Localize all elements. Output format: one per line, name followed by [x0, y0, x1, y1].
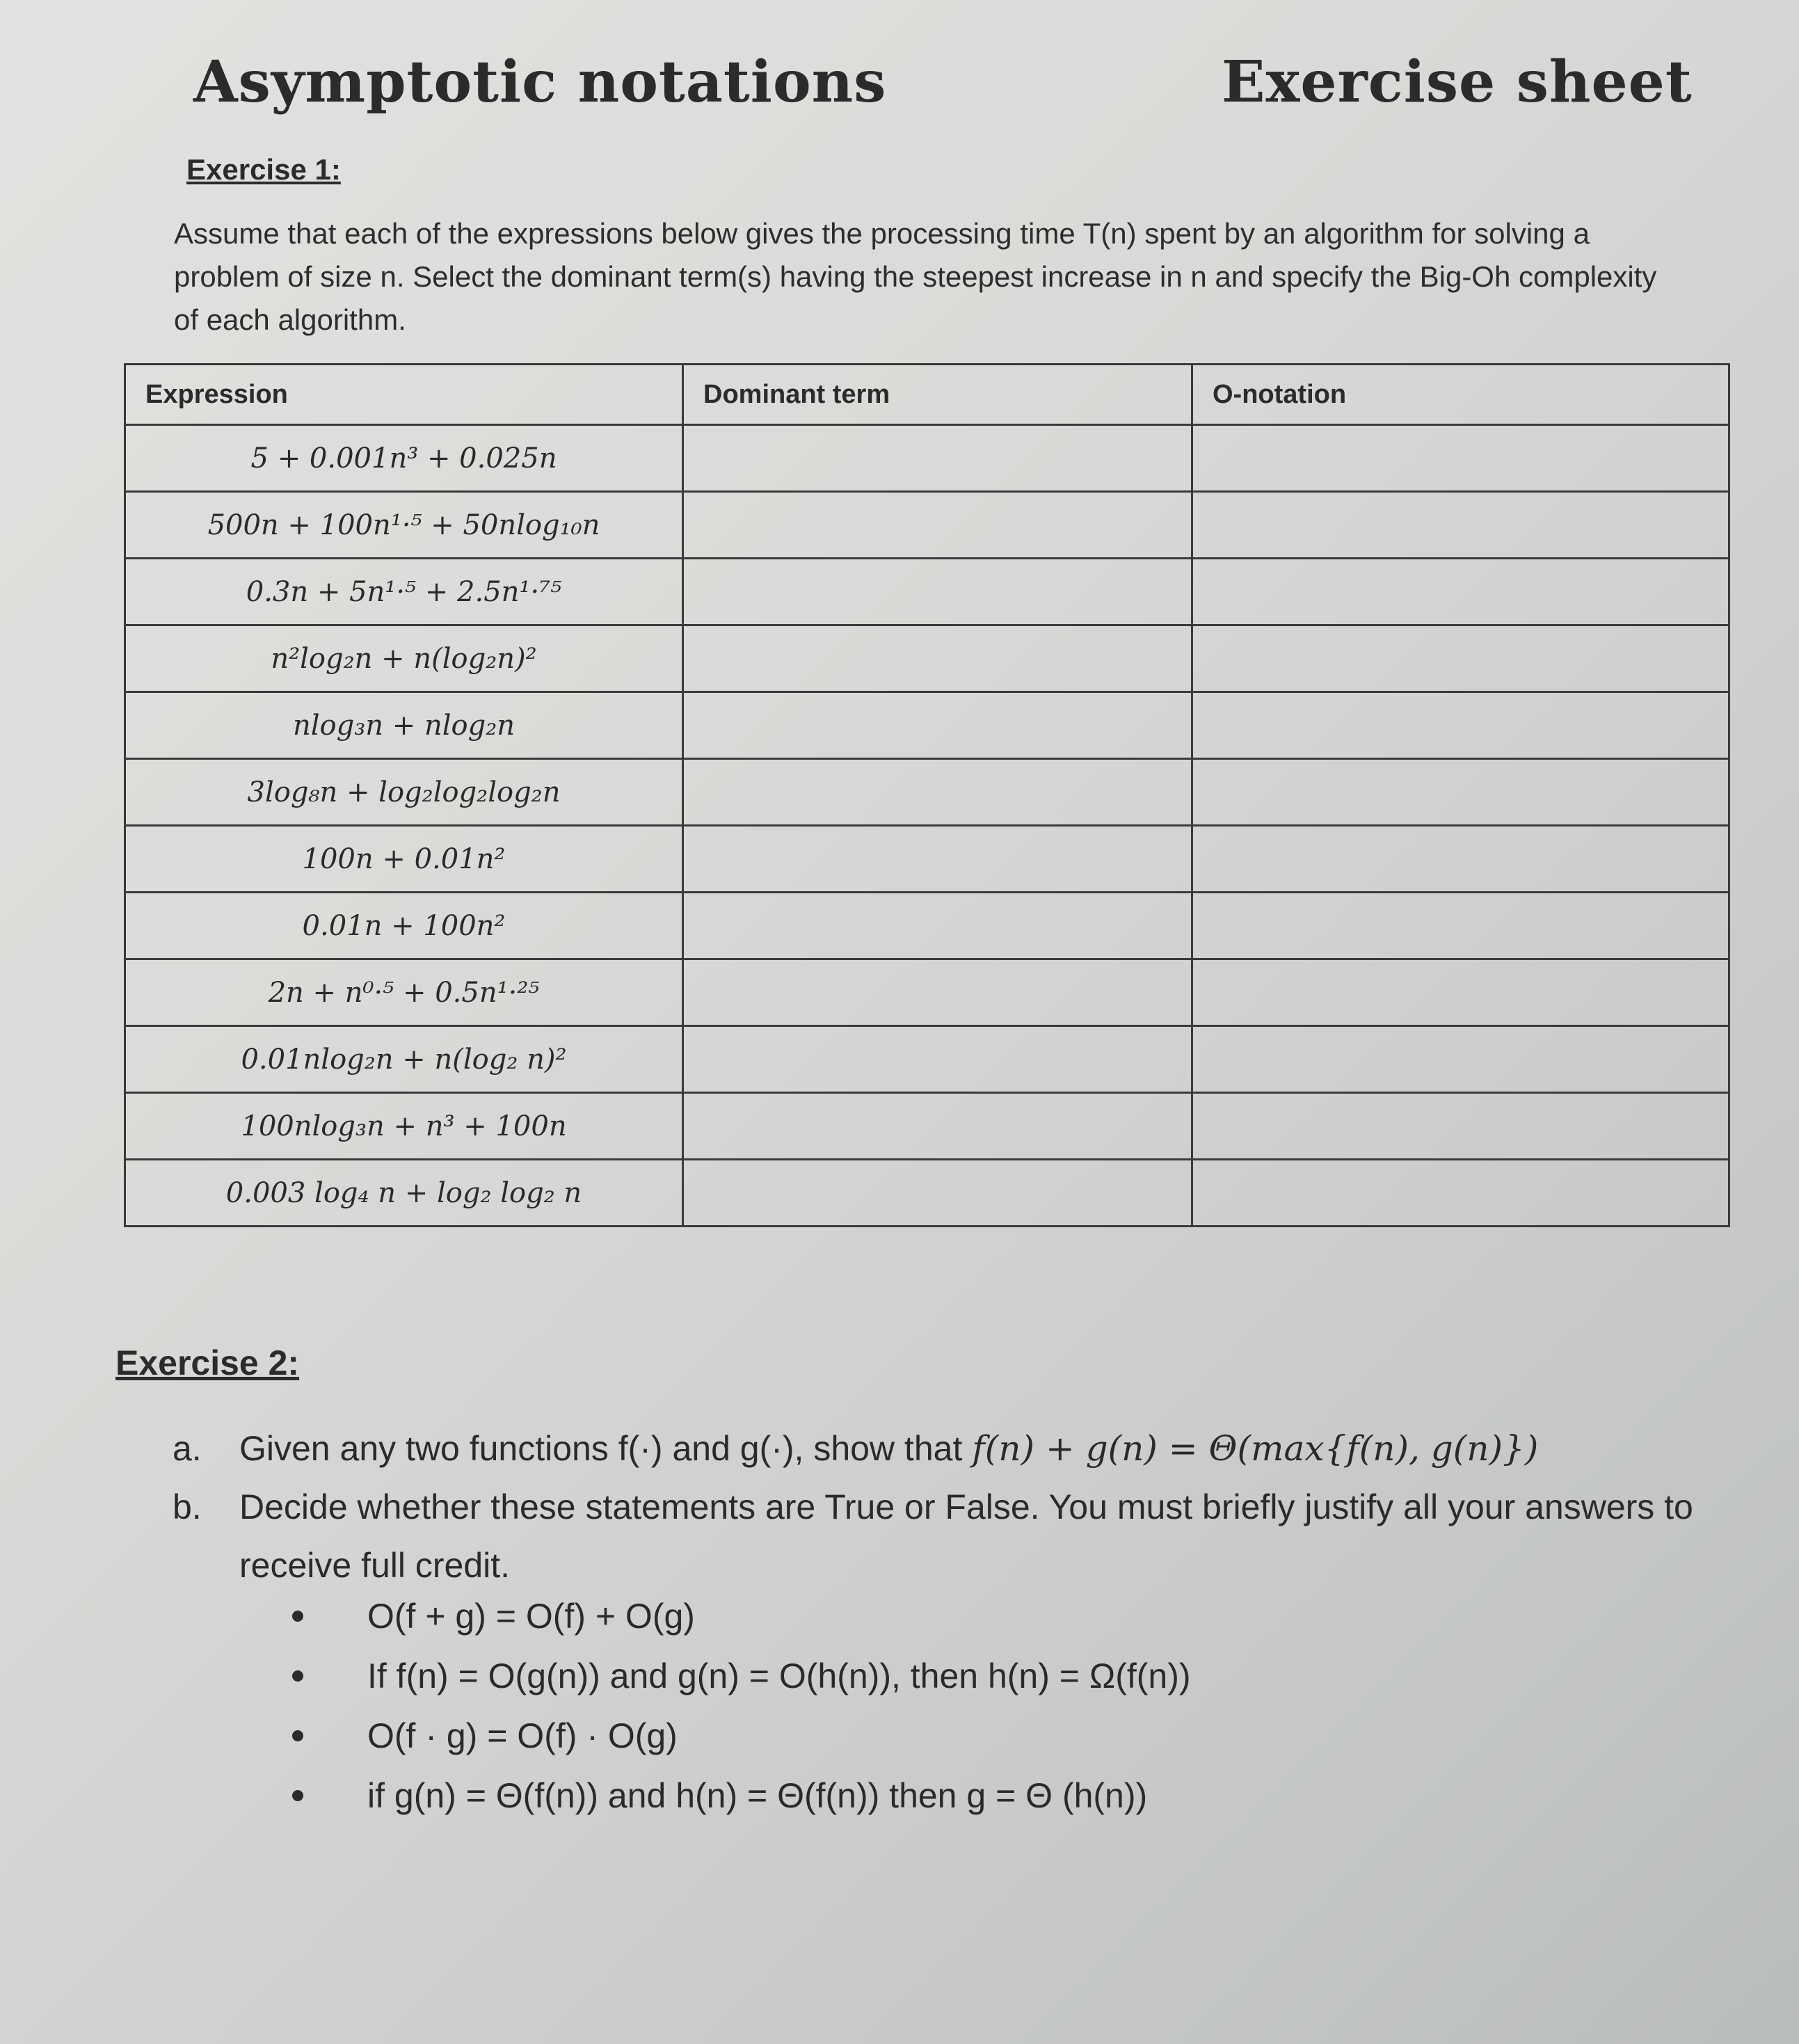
dominant-term-cell[interactable] — [683, 826, 1192, 893]
column-header-dominant-term: Dominant term — [683, 365, 1192, 425]
page-title: Asymptotic notations — [193, 49, 887, 115]
exercise-1-heading: Exercise 1: — [186, 153, 341, 186]
o-notation-cell[interactable] — [1192, 1160, 1729, 1227]
o-notation-cell[interactable] — [1192, 1093, 1729, 1160]
table-row — [125, 625, 1729, 692]
expression-cell: nlog₃n + nlog₂n — [125, 692, 683, 759]
expression-cell: n²log₂n + n(log₂n)² — [125, 625, 683, 692]
o-notation-cell[interactable] — [1192, 759, 1729, 826]
expression-cell: 0.01n + 100n² — [125, 893, 683, 959]
list-item — [292, 1766, 1191, 1826]
expression-cell: 3log₈n + log₂log₂log₂n — [125, 759, 683, 826]
list-item — [292, 1646, 1191, 1706]
question-text: Given any two functions f(·) and g(·), show that — [239, 1429, 973, 1468]
list-item — [292, 1706, 1191, 1766]
exercise-1-instructions: Assume that each of the expressions below gives the processing time T(n) spent by an algorithm for solving a problem of size n. Select the dominant term(s) having the steepest increase in n and specify the Big-Oh complexity of each algorithm. — [174, 217, 1657, 336]
o-notation-cell[interactable] — [1192, 1026, 1729, 1093]
statement-text: If f(n) = O(g(n)) and g(n) = O(h(n)), then h(n) = Ω(f(n)) — [367, 1656, 1191, 1695]
expression-cell: 2n + n⁰·⁵ + 0.5n¹·²⁵ — [125, 959, 683, 1026]
expression-cell: 5 + 0.001n³ + 0.025n — [125, 425, 683, 492]
statement-text: O(f + g) = O(f) + O(g) — [367, 1597, 695, 1636]
table-row — [125, 826, 1729, 893]
question-text-wrapper — [239, 1419, 1773, 1478]
expression-cell: 500n + 100n¹·⁵ + 50nlog₁₀n — [125, 492, 683, 559]
dominant-term-cell[interactable] — [683, 692, 1192, 759]
question-letter: a. — [173, 1429, 202, 1468]
table-header-row — [125, 365, 1729, 425]
exercise-2-questions — [173, 1419, 1773, 1595]
dominant-term-cell[interactable] — [683, 625, 1192, 692]
question-text: Decide whether these statements are True or False. You must briefly justify all your answers to receive full credit. — [239, 1487, 1693, 1585]
dominant-term-cell[interactable] — [683, 559, 1192, 625]
bullet-icon — [292, 1790, 303, 1801]
o-notation-cell[interactable] — [1192, 559, 1729, 625]
column-header-o-notation: O-notation — [1192, 365, 1729, 425]
dominant-term-cell[interactable] — [683, 759, 1192, 826]
question-letter: b. — [173, 1487, 202, 1526]
bullet-icon — [292, 1670, 303, 1682]
table-row — [125, 1093, 1729, 1160]
expression-cell: 100n + 0.01n² — [125, 826, 683, 893]
list-item — [292, 1586, 1191, 1646]
table-row — [125, 959, 1729, 1026]
bullet-icon — [292, 1611, 303, 1622]
dominant-term-cell[interactable] — [683, 492, 1192, 559]
table-row — [125, 492, 1729, 559]
dominant-term-cell[interactable] — [683, 893, 1192, 959]
dominant-term-cell[interactable] — [683, 1093, 1192, 1160]
dominant-term-cell[interactable] — [683, 1026, 1192, 1093]
table-row — [125, 759, 1729, 826]
dominant-term-cell[interactable] — [683, 959, 1192, 1026]
statement-list — [292, 1586, 1191, 1826]
complexity-table — [124, 363, 1730, 1227]
bullet-icon — [292, 1730, 303, 1741]
dominant-term-cell[interactable] — [683, 425, 1192, 492]
expression-cell: 0.01nlog₂n + n(log₂ n)² — [125, 1026, 683, 1093]
o-notation-cell[interactable] — [1192, 826, 1729, 893]
o-notation-cell[interactable] — [1192, 425, 1729, 492]
o-notation-cell[interactable] — [1192, 625, 1729, 692]
table-row — [125, 893, 1729, 959]
table-row — [125, 692, 1729, 759]
table-row — [125, 1160, 1729, 1227]
o-notation-cell[interactable] — [1192, 893, 1729, 959]
dominant-term-cell[interactable] — [683, 1160, 1192, 1227]
question-math: f(n) + g(n) = Θ(max{f(n), g(n)}) — [972, 1428, 1539, 1469]
o-notation-cell[interactable] — [1192, 959, 1729, 1026]
question-b — [173, 1478, 1773, 1595]
expression-cell: 100nlog₃n + n³ + 100n — [125, 1093, 683, 1160]
column-header-expression: Expression — [125, 365, 683, 425]
statement-text: O(f · g) = O(f) · O(g) — [367, 1716, 678, 1755]
sheet-label: Exercise sheet — [1222, 49, 1693, 115]
table-row — [125, 1026, 1729, 1093]
statement-text: if g(n) = Θ(f(n)) and h(n) = Θ(f(n)) then g = Θ (h(n)) — [367, 1776, 1148, 1815]
o-notation-cell[interactable] — [1192, 492, 1729, 559]
table-row — [125, 425, 1729, 492]
expression-cell: 0.003 log₄ n + log₂ log₂ n — [125, 1160, 683, 1227]
exercise-2-heading: Exercise 2: — [115, 1343, 300, 1382]
o-notation-cell[interactable] — [1192, 692, 1729, 759]
expression-cell: 0.3n + 5n¹·⁵ + 2.5n¹·⁷⁵ — [125, 559, 683, 625]
question-a — [173, 1419, 1773, 1478]
table-row — [125, 559, 1729, 625]
